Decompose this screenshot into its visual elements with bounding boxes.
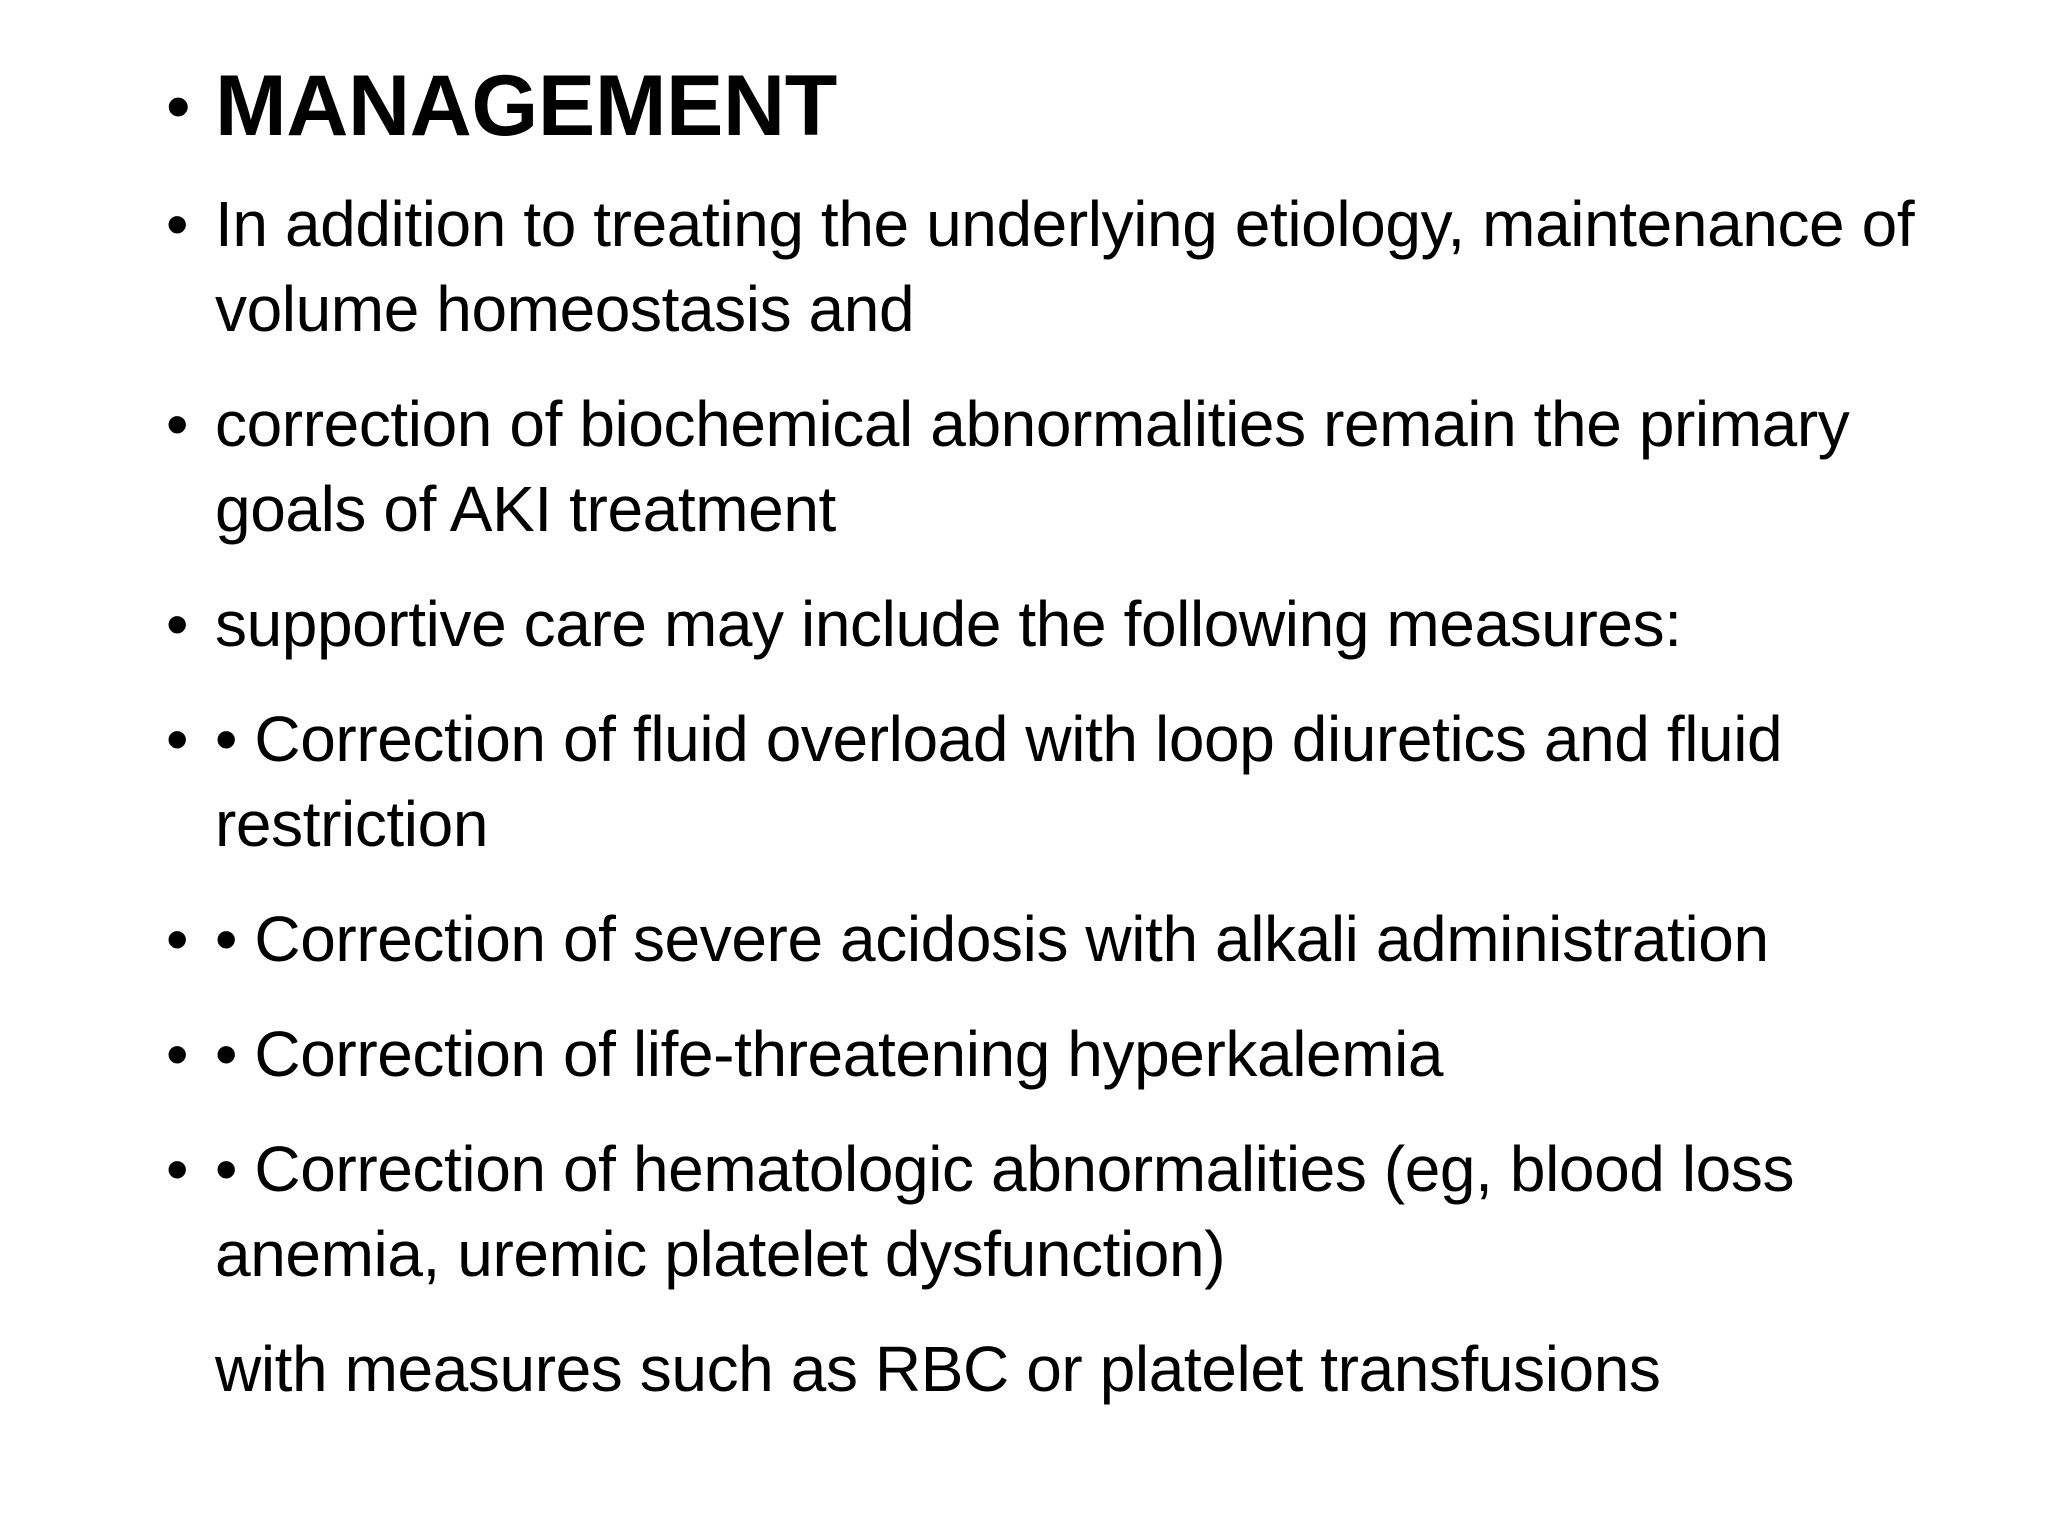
bullet-text: correction of biochemical abnormalities remain the primary goals of AKI treatment — [215, 388, 1850, 545]
bullet-list — [166, 52, 2006, 1412]
bullet-text: • Correction of fluid overload with loop diuretics and fluid restriction — [215, 703, 1783, 860]
bullet-icon: • — [166, 903, 189, 975]
bullet-icon: • — [166, 188, 189, 260]
bullet-item — [166, 382, 2006, 552]
bullet-item — [166, 697, 2006, 867]
bullet-icon: • — [166, 1133, 189, 1205]
bullet-text: with measures such as RBC or platelet transfusions — [215, 1333, 1661, 1405]
bullet-text: supportive care may include the following measures: — [215, 588, 1682, 660]
bullet-icon: • — [166, 703, 189, 775]
bullet-text: In addition to treating the underlying etiology, maintenance of volume homeostasis and — [215, 188, 1915, 345]
bullet-text: • Correction of severe acidosis with alkali administration — [215, 903, 1769, 975]
bullet-item-clipped — [166, 1327, 2006, 1412]
bullet-icon: • — [166, 1018, 189, 1090]
bullet-item — [166, 182, 2006, 352]
bullet-item — [166, 1012, 2006, 1097]
bullet-item — [166, 897, 2006, 982]
bullet-icon: • — [166, 67, 191, 145]
bullet-text: • Correction of hematologic abnormalities (eg, blood loss anemia, uremic platelet dysfunction) — [215, 1133, 1795, 1290]
bullet-item — [166, 582, 2006, 667]
heading-text: MANAGEMENT — [215, 58, 837, 154]
bullet-item — [166, 1127, 2006, 1297]
bullet-text: • Correction of life-threatening hyperkalemia — [215, 1018, 1444, 1090]
bullet-icon: • — [166, 388, 189, 460]
bullet-icon: • — [166, 588, 189, 660]
slide-heading — [166, 52, 2006, 160]
